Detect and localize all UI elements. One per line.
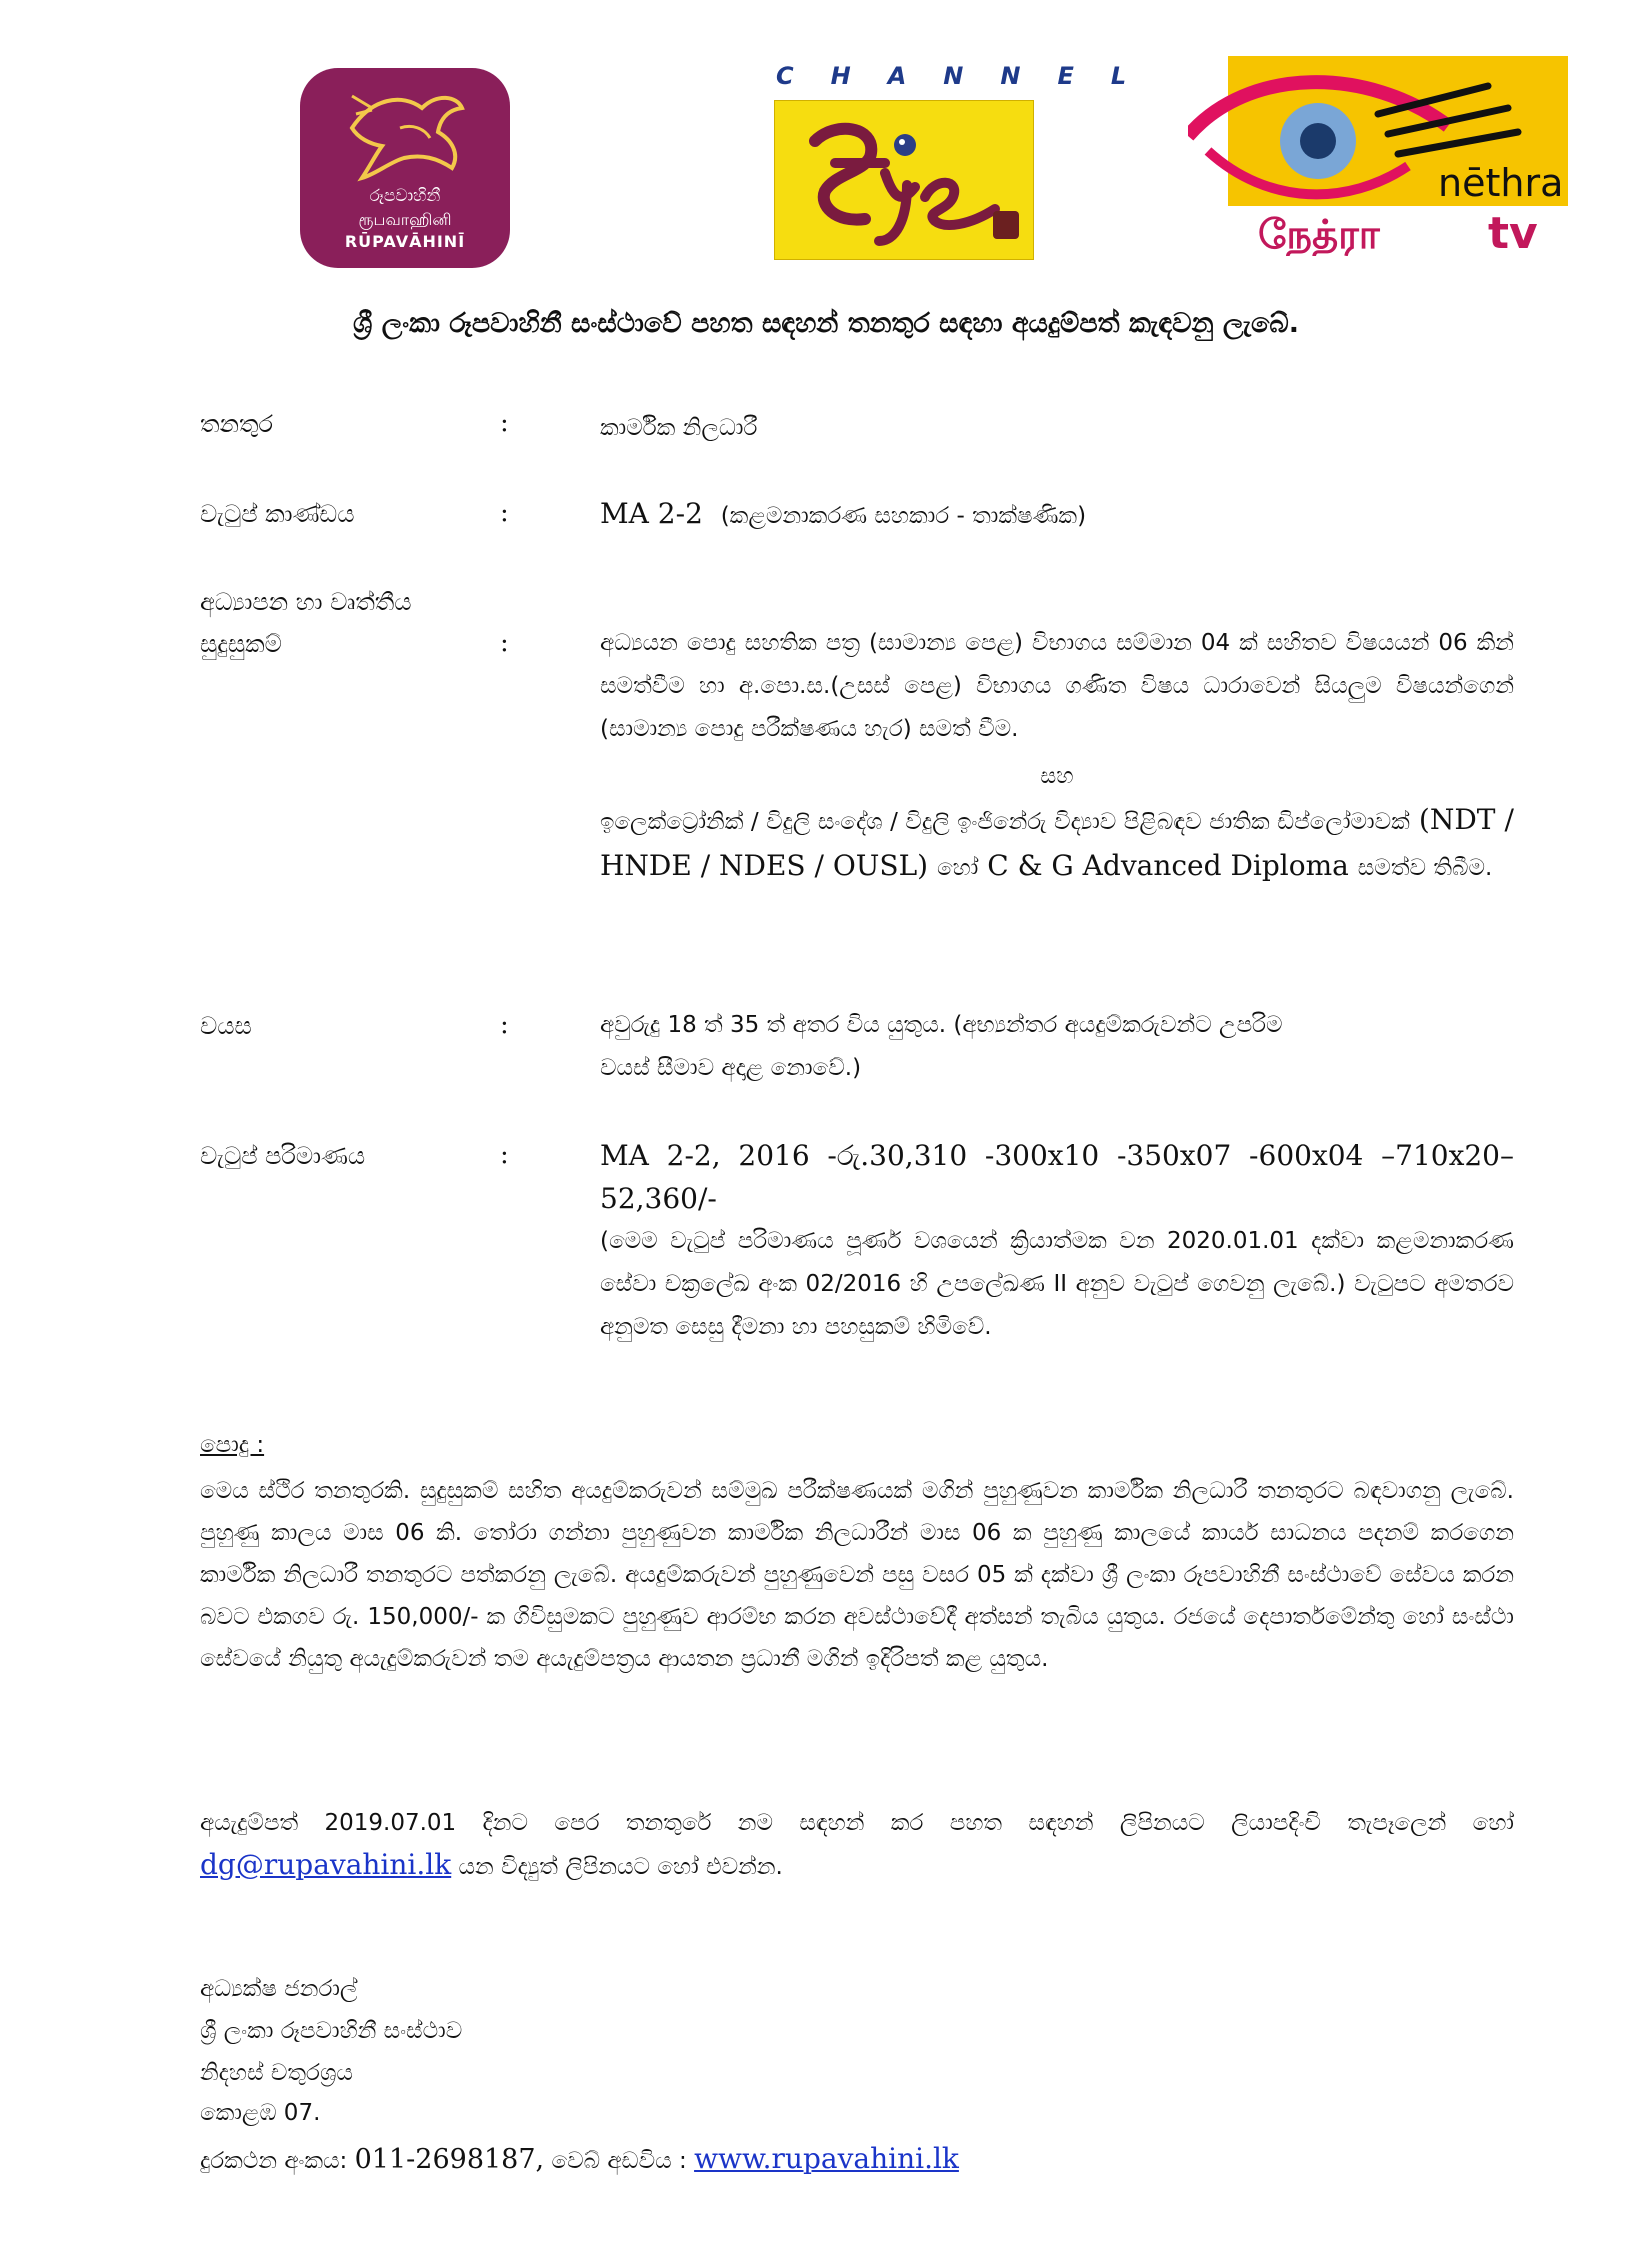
nethra-logo-tv: tv <box>1488 208 1538 256</box>
nethra-tv-logo <box>1188 56 1568 256</box>
salary-scale-line1: MA 2-2, 2016 -රු.30,310 -300x10 -350x07 -600x04 –710x20– <box>600 1139 1514 1172</box>
qualifications-colon: : <box>500 628 509 658</box>
channel-eye-top-text: CHANNEL <box>776 62 1164 90</box>
nethra-logo-english: nēthra <box>1438 161 1564 205</box>
rupavahini-logo <box>300 68 510 268</box>
contact-line <box>200 2142 959 2175</box>
page-title: ශ්‍රී ලංකා රූපවාහිනී සංස්ථාවේ පහත සඳහන් තනතුර සඳහා අයදුම්පත් කැඳවනු ලැබේ. <box>352 308 1299 339</box>
rupavahini-bird-emblem-icon <box>342 88 468 184</box>
age-line2: වයස් සීමාව අදාළ නොවේ.) <box>600 1055 862 1081</box>
qualifications-label-line2: සුදුසුකම් <box>200 630 282 658</box>
phone-label: දුරකථන අංකය: <box>200 2148 348 2174</box>
qualifications-value <box>600 622 1514 890</box>
qualifications-part1: අධ්‍යයන පොදු සහතික පත්‍ර (සාමාන්‍ය පෙළ) විභාගය සම්මාන 04 ක් සහිතව විෂයයන් 06 කින් සමත්වීම හා අ.පො.ස.(උසස් පෙළ) විභාගය ගණිත විෂය ධාරාවෙන් සියලුම විෂයන්ගෙන් (සාමාන්‍ය පොදු පරීක්ෂණය හැර) සමත් වීම. <box>600 630 1514 742</box>
salary-scale-colon: : <box>500 1140 509 1170</box>
application-instructions <box>200 1802 1514 1888</box>
salary-grade-code: MA 2-2 <box>600 497 703 530</box>
phone-number: 011-2698187, <box>354 2144 545 2175</box>
qualifications-joiner: සහ <box>1040 764 1074 789</box>
post-colon: : <box>500 408 509 438</box>
rupavahini-logo-sinhala: රූපවාහිනී <box>369 186 441 206</box>
salary-grade-label: වැටුප් කාණ්ඩය <box>200 500 355 528</box>
channel-eye-logo <box>768 62 1164 262</box>
age-value <box>600 1004 1514 1090</box>
email-link[interactable]: dg@rupavahini.lk <box>200 1848 452 1881</box>
address-line: නිදහස් චතුරශ්‍රය <box>200 2060 353 2086</box>
qualifications-part2 <box>600 798 1514 890</box>
salary-scale-line2: 52,360/- <box>600 1182 717 1215</box>
rupavahini-logo-english: RŪPAVĀHINĪ <box>344 232 466 251</box>
qualifications-part2-diplomas: (NDT / HNDE / NDES / OUSL) <box>600 803 1514 882</box>
post-value-text: කාර්මික නිලධාරී <box>600 415 758 441</box>
post-label: තනතුර <box>200 410 273 438</box>
salary-scale-note: (මෙම වැටුප් පරිමාණය පූර්ණ වශයෙන් ක්‍රියාත්මක වන 2020.01.01 දක්වා කළමනාකරණ සේවා චක්‍රලේඛ අංක 02/2016 හි උපලේඛණ II අනුව වැටුප් ගෙවනු ලැබේ.) වැටුපට අමතරව අනුමත සෙසු දීමනා හා පහසුකම් හිමිවේ. <box>600 1228 1514 1340</box>
rupavahini-logo-tamil: ரூபவாஹினி <box>358 210 452 229</box>
nethra-eye-icon <box>1188 56 1568 256</box>
website-link[interactable]: www.rupavahini.lk <box>694 2142 959 2175</box>
signature-title: අධ්‍යක්ෂ ජනරාල් <box>200 1976 358 2002</box>
salary-grade-value <box>600 492 1514 538</box>
age-label: වයස <box>200 1012 252 1040</box>
general-section-body: මෙය ස්ථිර තනතුරකි. සුදුසුකම් සහිත අයදුම්කරුවන් සම්මුඛ පරීක්ෂණයක් මගින් පුහුණුවන කාර්මික නිලධාරී තනතුරට බඳවාගනු ලැබේ. පුහුණු කාලය මාස 06 කි. තෝරා ගන්නා පුහුණුවන කාර්මික නිලධාරීන් මාස 06 ක පුහුණු කාලයේ කාර්ය සාධනය පදනම් කරගෙන කාර්මික නිලධාරී තනතුරට පත්කරනු ලැබේ. අයදුම්කරුවන් පුහුණුවෙන් පසු වසර 05 ක් දක්වා ශ්‍රී ලංකා රූපවාහිනී සංස්ථාවේ සේවය කරන බවට එකගව රු. 150,000/- ක ගිවිසුමකට පුහුණුව ආරම්භ කරන අවස්ථාවේදී අත්සන් තැබිය යුතුය. රජයේ දෙපාර්තමේන්තු හෝ සංස්ථා සේවයේ නියුතු අයැදුම්කරුවන් තම අයැදුම්පත්‍රය ආයතන ප්‍රධානී මගින් ඉදිරිපත් කළ යුතුය. <box>200 1478 1514 1672</box>
salary-scale-value <box>600 1134 1514 1349</box>
nethra-logo-tamil: நேத்ரா <box>1258 212 1380 256</box>
salary-scale-label: වැටුප් පරිමාණය <box>200 1142 366 1170</box>
age-line1: අවුරුදු 18 ත් 35 ත් අතර විය යුතුය. (අභ්‍යන්තර අයදුම්කරුවන්ට උපරිම <box>600 1012 1283 1038</box>
qualifications-part2-or: හෝ <box>937 855 979 881</box>
website-label: වෙබ් අඩවිය : <box>551 2148 687 2174</box>
qualifications-part2-sinhala: ඉලෙක්ට්‍රෝනික් / විදුලි සංදේශ / විදුලි ඉංජිනේරු විද්‍යාව පිළිබඳව ජාතික ඩිප්ලෝමාවක් <box>600 809 1410 835</box>
salary-grade-description: (කළමනාකරණ සහකාර - තාක්ෂණික) <box>720 503 1087 529</box>
application-text-after: යන විද්‍යුත් ලිපිනයට හෝ එවන්න. <box>458 1854 783 1880</box>
application-text-before: අයැදුම්පත් 2019.07.01 දිනට පෙර තනතුරේ නම සඳහන් කර පහත සඳහන් ලිපිනයට ලියාපදිංචි තැපෑලෙන් හෝ <box>200 1810 1514 1836</box>
salary-grade-colon: : <box>500 498 509 528</box>
channel-eye-logo-box <box>774 100 1034 260</box>
qualifications-part2-cg: C & G Advanced Diploma <box>987 849 1349 882</box>
post-value <box>600 404 1514 450</box>
general-section-title: පොදු : <box>200 1432 265 1458</box>
qualifications-part2-end: සමත්ව තිබීම. <box>1357 855 1493 881</box>
signature-organization: ශ්‍රී ලංකා රූපවාහිනී සංස්ථාව <box>200 2018 463 2044</box>
age-colon: : <box>500 1010 509 1040</box>
qualifications-label-line1: අධ්‍යාපන හා වෘත්තීය <box>200 588 412 616</box>
channel-eye-script-icon <box>775 101 1033 259</box>
address-city: කොළඹ 07. <box>200 2100 321 2126</box>
